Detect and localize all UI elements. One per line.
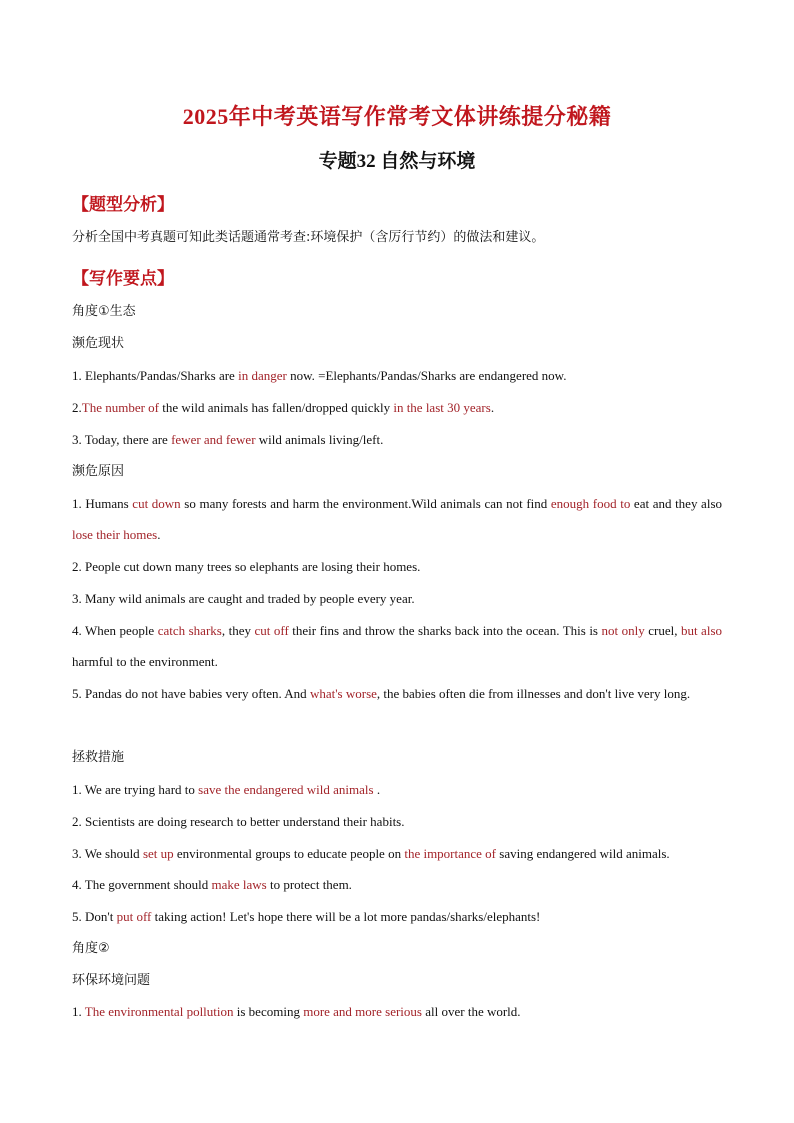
status-sentence-1: 1. Elephants/Pandas/Sharks are in danger now. =Elephants/Pandas/Sharks are endangered now.	[72, 368, 567, 383]
key-phrase: not only	[601, 623, 645, 638]
key-phrase: in the last 30 years	[393, 400, 491, 415]
rescue-sentence-1: 1. We are trying hard to save the endangered wild animals .	[72, 782, 381, 797]
subheading-rescue-measures: 拯救措施	[72, 750, 125, 765]
key-phrase: in danger	[238, 368, 287, 383]
rescue-sentence-4: 4. The government should make laws to protect them.	[72, 877, 352, 892]
subheading-endangered-status: 濒危现状	[72, 336, 125, 351]
rescue-sentence-5: 5. Don't put off taking action! Let's hope there will be a lot more pandas/sharks/elephants!	[72, 909, 541, 924]
section-heading-analysis: 【题型分析】	[72, 195, 174, 215]
section-heading-writing-points: 【写作要点】	[72, 269, 174, 289]
status-sentence-2: 2.The number of the wild animals has fallen/dropped quickly in the last 30 years.	[72, 400, 495, 415]
key-phrase: what's worse	[309, 686, 377, 701]
key-phrase: save the endangered wild animals	[198, 782, 374, 797]
angle-1-label: 角度①生态	[72, 304, 136, 319]
subheading-environment-problems: 环保环境问题	[72, 973, 151, 988]
analysis-text: 分析全国中考真题可知此类话题通常考查:环境保护（含厉行节约）的做法和建议。	[72, 230, 545, 245]
rescue-sentence-2: 2. Scientists are doing research to better understand their habits.	[72, 814, 405, 829]
key-phrase: more and more serious	[303, 1004, 422, 1019]
key-phrase: put off	[116, 909, 152, 924]
document-subtitle: 专题32 自然与环境	[318, 151, 476, 172]
cause-sentence-5: 5. Pandas do not have babies very often. And what's worse, the babies often die from illnesses and don't live very long.	[72, 686, 691, 701]
cause-sentence-3: 3. Many wild animals are caught and traded by people every year.	[72, 591, 415, 606]
key-phrase: make laws	[211, 877, 267, 892]
key-phrase: catch sharks	[157, 623, 222, 638]
status-sentence-3: 3. Today, there are fewer and fewer wild animals living/left.	[72, 432, 384, 447]
key-phrase: but also	[680, 623, 723, 638]
rescue-sentence-3: 3. We should set up environmental groups to educate people on the importance of saving endangered wild animals.	[72, 846, 670, 861]
key-phrase: lose their homes	[72, 527, 158, 542]
key-phrase: The environmental pollution	[84, 1004, 234, 1019]
key-phrase: cut off	[254, 623, 289, 638]
problem-sentence-1: 1. The environmental pollution is becoming more and more serious all over the world.	[72, 1004, 521, 1019]
document-title: 2025年中考英语写作常考文体讲练提分秘籍	[182, 104, 612, 129]
cause-sentence-2: 2. People cut down many trees so elephants are losing their homes.	[72, 559, 421, 574]
cause-sentence-4: 4. When people catch sharks, they cut off their fins and throw the sharks back into the ocean. This is not only cruel, but also harmful to the environment.	[72, 623, 723, 669]
key-phrase: enough food to	[550, 496, 631, 511]
key-phrase: fewer and fewer	[171, 432, 256, 447]
subheading-endangered-causes: 濒危原因	[72, 464, 125, 479]
key-phrase: set up	[142, 846, 174, 861]
key-phrase: cut down	[132, 496, 181, 511]
key-phrase: the importance of	[404, 846, 497, 861]
key-phrase: The number of	[81, 400, 160, 415]
cause-sentence-1: 1. Humans cut down so many forests and harm the environment.Wild animals can not find enough food to eat and they also lose their homes.	[72, 496, 722, 542]
angle-2-label: 角度②	[72, 941, 110, 956]
